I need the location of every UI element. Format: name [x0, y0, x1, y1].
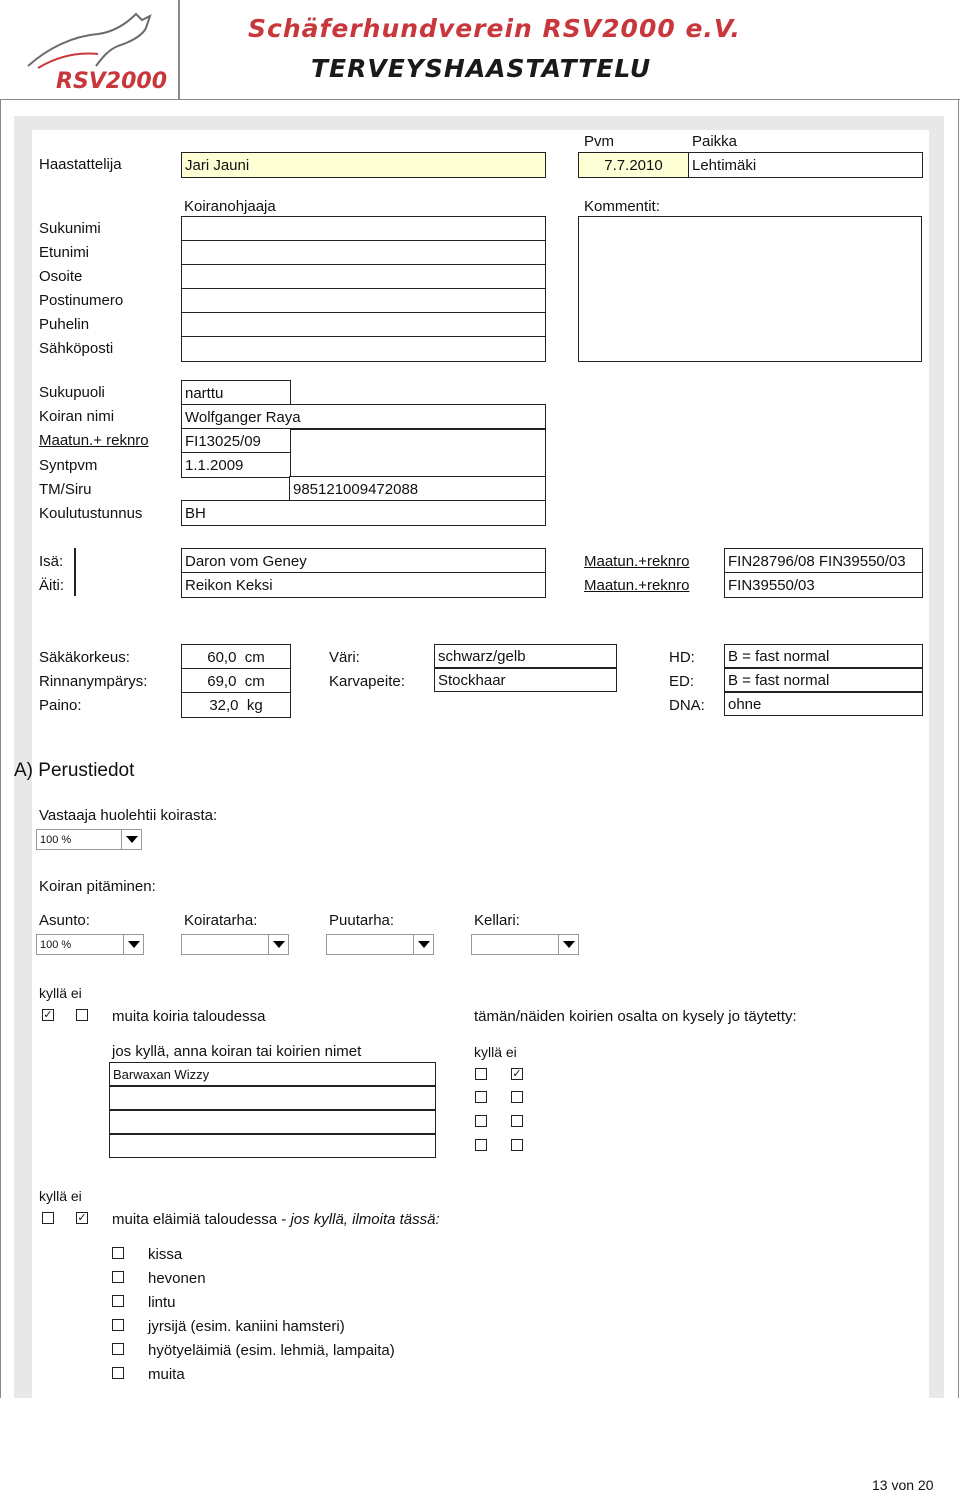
- sire-reg-label: Maatun.+reknro: [584, 553, 690, 570]
- color-field[interactable]: schwarz/gelb: [434, 644, 617, 668]
- handler-section-label: Koiranohjaaja: [184, 198, 276, 215]
- cellar-label: Kellari:: [474, 912, 520, 929]
- date-field[interactable]: 7.7.2010: [578, 152, 689, 178]
- dog-reg-field[interactable]: FI13025/09: [181, 428, 291, 454]
- chest-label: Rinnanympärys:: [39, 673, 148, 690]
- survey-no-checkbox-1[interactable]: ✓: [512, 1068, 522, 1080]
- dam-label: Äiti:: [39, 577, 65, 594]
- comments-field[interactable]: [578, 216, 922, 362]
- other-animals-no-checkbox[interactable]: ✓: [77, 1212, 87, 1224]
- handler-label-surname: Sukunimi: [39, 220, 101, 237]
- animal-label-bird: lintu: [148, 1294, 176, 1311]
- height-label: Säkäkorkeus:: [39, 649, 130, 666]
- animal-label-cat: kissa: [148, 1246, 183, 1263]
- handler-postcode-field[interactable]: [181, 288, 546, 314]
- handler-label-phone: Puhelin: [39, 316, 90, 333]
- handler-firstname-field[interactable]: [181, 240, 546, 266]
- form-panel-edge-left: [0, 100, 1, 1398]
- handler-email-field[interactable]: [181, 336, 546, 362]
- training-field[interactable]: BH: [181, 500, 546, 526]
- weight-field[interactable]: 32,0 kg: [181, 692, 291, 718]
- chest-field[interactable]: 69,0 cm: [181, 668, 291, 694]
- header-divider: [178, 0, 180, 100]
- dog-name-field-2[interactable]: [109, 1086, 436, 1110]
- cellar-dropdown[interactable]: [471, 934, 579, 955]
- dog-name-field-3[interactable]: [109, 1110, 436, 1134]
- kennel-dropdown[interactable]: [181, 934, 289, 955]
- date-label: Pvm: [584, 133, 614, 150]
- animal-checkbox-other[interactable]: [112, 1367, 124, 1379]
- place-field[interactable]: Lehtimäki: [688, 152, 923, 178]
- handler-surname-field[interactable]: [181, 216, 546, 242]
- handler-phone-field[interactable]: [181, 312, 546, 338]
- dna-field[interactable]: ohne: [724, 692, 923, 716]
- animal-label-horse: hevonen: [148, 1270, 206, 1287]
- animal-checkbox-livestock[interactable]: [112, 1343, 124, 1355]
- chevron-down-icon: [123, 935, 143, 954]
- survey-yes-checkbox-1[interactable]: [475, 1068, 487, 1080]
- section-a-title: A) Perustiedot: [14, 760, 135, 781]
- birth-label: Syntpvm: [39, 457, 98, 474]
- chip-label: TM/Siru: [39, 481, 92, 498]
- handler-label-email: Sähköposti: [39, 340, 114, 357]
- sire-reg-field[interactable]: FIN28796/08 FIN39550/03: [724, 548, 923, 574]
- weight-label: Paino:: [39, 697, 82, 714]
- ed-label: ED:: [669, 673, 695, 690]
- form-panel-edge-right: [958, 100, 959, 1398]
- survey-yes-checkbox-3[interactable]: [475, 1115, 487, 1127]
- housing-dropdown[interactable]: [36, 934, 144, 955]
- chip-field[interactable]: 985121009472088: [289, 476, 546, 502]
- dam-reg-field[interactable]: FIN39550/03: [724, 572, 923, 598]
- survey-yes-checkbox-4[interactable]: [475, 1139, 487, 1151]
- sex-label: Sukupuoli: [39, 384, 105, 401]
- animal-checkbox-rodent[interactable]: [112, 1319, 124, 1331]
- form-title: TERVEYSHAASTATTELU: [311, 54, 652, 83]
- survey-question: tämän/näiden koirien osalta on kysely jo täytetty:: [474, 1008, 797, 1025]
- other-animals-yes-checkbox[interactable]: [42, 1212, 54, 1224]
- housing-label: Asunto:: [39, 912, 90, 929]
- care-dropdown[interactable]: [36, 829, 142, 850]
- housing-value: 100 %: [40, 938, 72, 951]
- training-label: Koulutustunnus: [39, 505, 143, 522]
- animal-checkbox-bird[interactable]: [112, 1295, 124, 1307]
- interviewer-label: Haastattelija: [39, 156, 122, 173]
- animal-label-livestock: hyötyeläimiä (esim. lehmiä, lampaita): [148, 1342, 395, 1359]
- garden-label: Puutarha:: [329, 912, 395, 929]
- other-animals-question-italic: jos kyllä, ilmoita tässä:: [290, 1211, 440, 1228]
- care-label: Vastaaja huolehtii koirasta:: [39, 807, 218, 824]
- garden-dropdown[interactable]: [326, 934, 434, 955]
- ed-field[interactable]: B = fast normal: [724, 668, 923, 692]
- other-dogs-yes-checkbox[interactable]: ✓: [43, 1009, 53, 1021]
- keeping-label: Koiran pitäminen:: [39, 878, 156, 895]
- survey-yes-no-label: kyllä ei: [474, 1044, 517, 1060]
- hd-label: HD:: [669, 649, 695, 666]
- color-label: Väri:: [329, 649, 360, 666]
- animal-label-rodent: jyrsijä (esim. kaniini hamsteri): [148, 1318, 345, 1335]
- interviewer-field[interactable]: Jari Jauni: [181, 152, 546, 178]
- sire-label: Isä:: [39, 553, 64, 570]
- club-logo: [18, 8, 168, 94]
- other-dogs-yes-no-label: kyllä ei: [39, 985, 82, 1001]
- sex-field[interactable]: narttu: [181, 380, 291, 406]
- chevron-down-icon: [268, 935, 288, 954]
- hd-field[interactable]: B = fast normal: [724, 644, 923, 668]
- place-label: Paikka: [692, 133, 738, 150]
- page-number: 13 von 20: [872, 1477, 934, 1493]
- parents-left-bar: [74, 548, 76, 596]
- birth-field[interactable]: 1.1.2009: [181, 452, 291, 478]
- handler-label-postcode: Postinumero: [39, 292, 124, 309]
- animal-checkbox-cat[interactable]: [112, 1247, 124, 1259]
- care-value: 100 %: [40, 833, 72, 846]
- logo-text: RSV2000: [56, 69, 168, 94]
- dog-reg-birth-frame: [181, 428, 546, 478]
- chevron-down-icon: [121, 830, 141, 849]
- survey-no-checkbox-2[interactable]: [511, 1091, 523, 1103]
- dna-label: DNA:: [669, 697, 705, 714]
- other-animals-yes-no-label: kyllä ei: [39, 1188, 82, 1204]
- survey-no-checkbox-4[interactable]: [511, 1139, 523, 1151]
- dog-name-field-4[interactable]: [109, 1134, 436, 1158]
- other-animals-question-main: muita eläimiä taloudessa -: [112, 1211, 287, 1228]
- coat-field[interactable]: Stockhaar: [434, 668, 617, 692]
- dog-names-label: jos kyllä, anna koiran tai koirien nimet: [112, 1043, 362, 1060]
- coat-label: Karvapeite:: [329, 673, 405, 690]
- dog-name-field-1[interactable]: Barwaxan Wizzy: [109, 1062, 436, 1086]
- chevron-down-icon: [558, 935, 578, 954]
- chevron-down-icon: [413, 935, 433, 954]
- height-field[interactable]: 60,0 cm: [181, 644, 291, 670]
- dog-name-field[interactable]: Wolfganger Raya: [181, 404, 546, 430]
- dog-name-label: Koiran nimi: [39, 408, 115, 425]
- other-dogs-question: muita koiria taloudessa: [112, 1008, 266, 1025]
- dam-reg-label: Maatun.+reknro: [584, 577, 690, 594]
- sire-field[interactable]: Daron vom Geney: [181, 548, 546, 574]
- handler-label-firstname: Etunimi: [39, 244, 90, 261]
- handler-label-address: Osoite: [39, 268, 83, 285]
- dog-reg-label: Maatun.+ reknro: [39, 432, 149, 449]
- animal-checkbox-horse[interactable]: [112, 1271, 124, 1283]
- club-title: Schäferhundverein RSV2000 e.V.: [248, 14, 741, 43]
- survey-yes-checkbox-2[interactable]: [475, 1091, 487, 1103]
- comments-label: Kommentit:: [584, 198, 660, 215]
- handler-address-field[interactable]: [181, 264, 546, 290]
- animal-label-other: muita: [148, 1366, 185, 1383]
- other-animals-question: [112, 1211, 440, 1228]
- dam-field[interactable]: Reikon Keksi: [181, 572, 546, 598]
- kennel-label: Koiratarha:: [184, 912, 258, 929]
- other-dogs-no-checkbox[interactable]: [76, 1009, 88, 1021]
- survey-no-checkbox-3[interactable]: [511, 1115, 523, 1127]
